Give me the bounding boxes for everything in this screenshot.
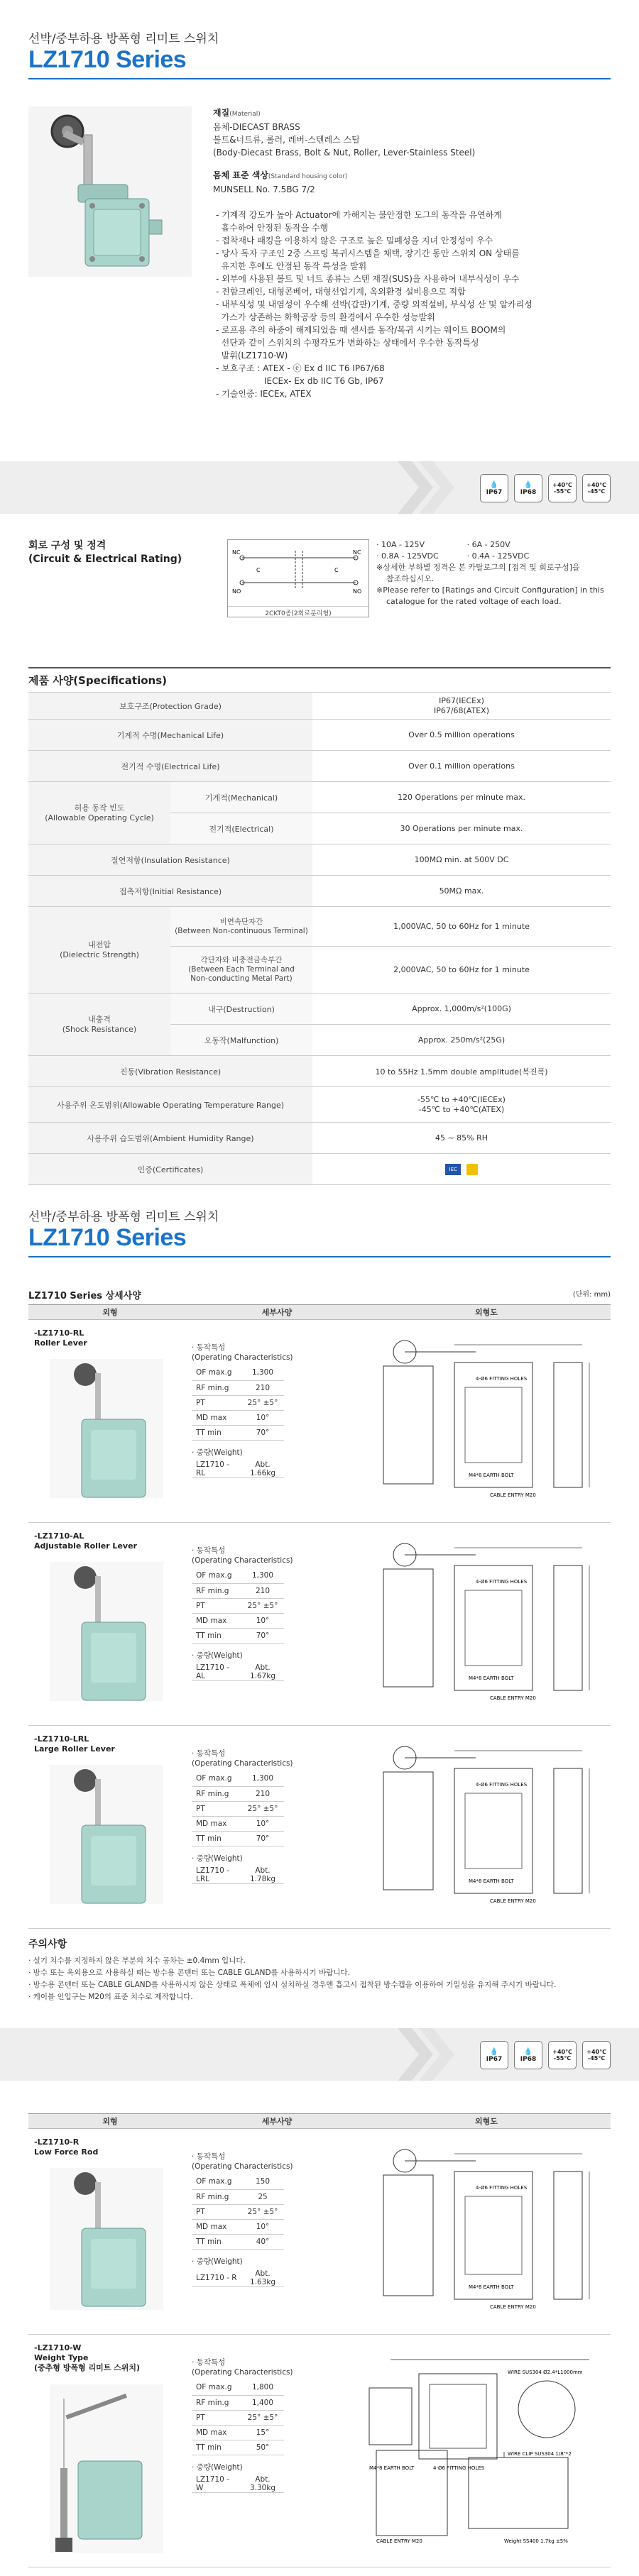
product-photo xyxy=(28,106,192,277)
table-row: PT 25° ±5° xyxy=(192,2410,284,2425)
model-photo xyxy=(50,1562,163,1701)
model-row xyxy=(28,1523,611,1726)
svg-text:M4*8 EARTH BOLT: M4*8 EARTH BOLT xyxy=(369,2465,415,2471)
feature-item: IECEx- Ex db IIC T6 Gb, IP67 xyxy=(264,376,384,386)
svg-text:4-Ø6 FITTING HOLES: 4-Ø6 FITTING HOLES xyxy=(476,1782,528,1788)
color-label-en: (Standard housing color) xyxy=(268,173,348,180)
operating-characteristics: · 동작특성 (Operating Characteristics) OF max.g 150 RF min.g 25 PT 25° ±5° MD max 10° TT min 40° · 중량(Weight) LZ1710 - R Abt. 1.63kg xyxy=(192,2152,293,2286)
table-row: OF max.g 1,300 xyxy=(192,1365,284,1380)
table-row: LZ1710 - LRL Abt. 1.78kg xyxy=(192,1866,284,1884)
header-divider xyxy=(28,78,611,79)
model-name: -LZ1710-AL Adjustable Roller Lever xyxy=(34,1531,137,1551)
characteristics-table xyxy=(192,1365,284,1441)
dimension-drawing xyxy=(362,2140,604,2324)
caution-line: · 케이블 인입구는 M20의 표준 치수로 제작합니다. xyxy=(28,1993,193,2001)
table-row: MD max 10° xyxy=(192,1613,284,1628)
feature-item: - 보호구조 : ATEX - ⓔ Ex d IIC T6 IP67/68 xyxy=(216,363,385,373)
table-row: OF max.g 1,300 xyxy=(192,1568,284,1583)
model-photo xyxy=(50,1765,163,1904)
dimension-drawing xyxy=(362,1534,604,1715)
caution-section xyxy=(28,1939,611,2003)
dimension-drawing xyxy=(362,2345,604,2557)
header-section xyxy=(0,28,639,79)
table-row: 절연저항(Insulation Resistance) 100MΩ min. at 500V DC xyxy=(28,844,611,876)
table-row: RF min.g 210 xyxy=(192,1380,284,1395)
material-line: 볼트&너트류, 롤러, 레버-스텐레스 스틸 xyxy=(213,135,360,145)
table-row: 허용 동작 빈도 (Allowable Operating Cycle) 기계적(Mechanical) 120 Operations per minute max. xyxy=(28,782,611,813)
product-description xyxy=(213,106,611,400)
table-row: LZ1710 - AL Abt. 1.67kg xyxy=(192,1663,284,1681)
table-row: RF min.g 1,400 xyxy=(192,2395,284,2410)
model-row xyxy=(28,1726,611,1929)
unit-label: (단위: mm) xyxy=(572,1291,611,1299)
feature-item: - 내부식성 및 내염성이 우수해 선박(갑판)기계, 중량 외적설비, 부식성 산 및 알카리성 xyxy=(216,299,532,309)
detail-table-header: 외형 세부사양 외형도 xyxy=(28,2113,611,2129)
circuit-diagram xyxy=(227,539,369,617)
material-label: 재질 xyxy=(213,108,230,118)
model-row xyxy=(28,1320,611,1523)
feature-item: 흡수하여 안정된 동작을 수행 xyxy=(221,223,329,233)
table-row: OF max.g 150 xyxy=(192,2174,284,2189)
caution-line: · 방수 또는 옥외용으로 사용하실 때는 방수용 콘덴터 또는 CABLE GLAND를 사용하시기 바랍니다. xyxy=(28,1969,350,1977)
rating-note: 참조하십시오. xyxy=(386,574,435,583)
spec-table xyxy=(28,692,611,1185)
cert-icon-group xyxy=(480,474,611,502)
feature-item: - 외부에 사용된 볼트 및 너트 종류는 스텐 재질(SUS)을 사용하여 내부식성이 우수 xyxy=(216,274,520,284)
detail-table-header: 외형 세부사양 외형도 xyxy=(28,1304,611,1320)
material-line: 몸체-DIECAST BRASS xyxy=(213,122,300,132)
table-row: 기계적 수명(Mechanical Life) Over 0.5 million operations xyxy=(28,720,611,751)
table-row: PT 25° ±5° xyxy=(192,1598,284,1613)
table-row: 내충격 (Shock Resistance) 내구(Destruction) Approx. 1,000m/s²(100G) xyxy=(28,993,611,1025)
table-row: LZ1710 - R Abt. 1.63kg xyxy=(192,2269,284,2287)
certification-band-2 xyxy=(0,2028,639,2081)
caution-line: · 설기 치수를 지정하지 않은 부분의 치수 공차는 ±0.4mm 입니다. xyxy=(28,1956,246,1965)
table-row: RF min.g 210 xyxy=(192,1583,284,1598)
table-row: MD max 10° xyxy=(192,2219,284,2234)
weight-table xyxy=(192,1460,284,1478)
operating-characteristics: · 동작특성 (Operating Characteristics) OF max.g 1,300 RF min.g 210 PT 25° ±5° MD max 10° TT min 70° · 중량(Weight) LZ1710 - AL Abt. 1.67kg xyxy=(192,1546,293,1680)
model-row xyxy=(28,2129,611,2335)
operating-characteristics: · 동작특성 (Operating Characteristics) OF max.g 1,300 RF min.g 210 PT 25° ±5° MD max 10° TT min 70° · 중량(Weight) LZ1710 - RL Abt. 1.66kg xyxy=(192,1343,293,1477)
material-line: (Body-Diecast Brass, Bolt & Nut, Roller, Lever-Stainless Steel) xyxy=(213,148,476,158)
svg-text:M4*8 EARTH BOLT: M4*8 EARTH BOLT xyxy=(469,1878,514,1884)
svg-text:CABLE ENTRY M20: CABLE ENTRY M20 xyxy=(490,2304,536,2310)
table-row: MD max 10° xyxy=(192,1816,284,1831)
ip68-icon: 💧 IP68 xyxy=(514,474,542,502)
svg-text:C: C xyxy=(256,567,261,573)
table-row: PT 25° ±5° xyxy=(192,2204,284,2219)
feature-list xyxy=(213,209,611,400)
table-row: PT 25° ±5° xyxy=(192,1395,284,1410)
weight-table xyxy=(192,2475,284,2493)
svg-text:Weight SS400 1.7kg ±5%: Weight SS400 1.7kg ±5% xyxy=(504,2538,568,2544)
table-row: 사용주위 습도범위(Ambient Humidity Range) 45 ~ 85% RH xyxy=(28,1123,611,1154)
table-row: TT min 50° xyxy=(192,2440,284,2455)
svg-text:NO: NO xyxy=(353,588,362,595)
characteristics-table xyxy=(192,2174,284,2250)
characteristics-table xyxy=(192,2380,284,2455)
table-row: TT min 40° xyxy=(192,2234,284,2249)
header-subtitle: 선박/중부하용 방폭형 리미트 스위치 xyxy=(28,1210,219,1224)
circuit-title-en: (Circuit & Electrical Rating) xyxy=(28,554,182,565)
feature-item: - 당사 독자 구조인 2중 스프링 복귀시스템을 채택, 장기간 동안 스위치 ON 상태를 xyxy=(216,248,520,258)
svg-text:CABLE ENTRY M20: CABLE ENTRY M20 xyxy=(490,1492,536,1498)
circuit-title-ko: 회로 구성 및 정격 xyxy=(28,540,106,551)
table-row: LZ1710 - W Abt. 3.30kg xyxy=(192,2475,284,2493)
thermometer-icon: +40℃ -45℃ xyxy=(582,474,611,502)
spec-title: 제품 사양(Specifications) xyxy=(28,674,167,687)
ip67-icon: 💧 IP67 xyxy=(480,474,508,502)
svg-text:4-Ø6 FITTING HOLES: 4-Ø6 FITTING HOLES xyxy=(433,2465,485,2471)
color-label: 몸체 표준 색상 xyxy=(213,170,268,180)
atex-logo-icon xyxy=(466,1164,478,1175)
certificate-logos xyxy=(312,1154,611,1185)
svg-text:CABLE ENTRY M20: CABLE ENTRY M20 xyxy=(376,2538,422,2544)
caution-title: 주의사항 xyxy=(28,1939,67,1950)
feature-item: - 기계적 강도가 높아 Actuator에 가해지는 불안정한 도그의 동작을 유연하게 xyxy=(216,210,502,220)
header-title: LZ1710 Series xyxy=(28,1224,187,1251)
feature-item: - 기술인증: IECEx, ATEX xyxy=(216,389,312,399)
rating-note: ※Please refer to [Ratings and Circuit Configuration] in this xyxy=(376,585,604,595)
svg-text:M4*8 EARTH BOLT: M4*8 EARTH BOLT xyxy=(469,2284,514,2290)
table-row: MD max 15° xyxy=(192,2425,284,2440)
feature-item: - 접착재나 패킹을 이용하지 않은 구조로 높은 밀폐성을 지녀 안정성이 우수 xyxy=(216,236,493,246)
model-photo xyxy=(50,2384,163,2553)
thermometer-icon: +40℃ -55℃ xyxy=(548,474,577,502)
detail-title: LZ1710 Series 상세사양 xyxy=(28,1291,141,1301)
rating-note: catalogue for the rated voltage of each load. xyxy=(386,597,562,606)
model-name: -LZ1710-RL Roller Lever xyxy=(34,1328,87,1348)
iecex-logo-icon: IEC xyxy=(445,1164,461,1175)
table-row: LZ1710 - RL Abt. 1.66kg xyxy=(192,1460,284,1478)
table-row: 오동작(Malfunction) Approx. 250m/s²(25G) xyxy=(28,1025,611,1056)
table-row: 내전압 (Dielectric Strength) 비연속단자간 (Between Non-continuous Terminal) 1,000VAC, 50 to 60Hz for 1 minute xyxy=(28,907,611,947)
svg-text:4-Ø6 FITTING HOLES: 4-Ø6 FITTING HOLES xyxy=(476,2185,528,2191)
circuit-caption: 2CKT0종(2회로분리형) xyxy=(228,606,368,617)
table-row: OF max.g 1,300 xyxy=(192,1771,284,1786)
table-row: PT 25° ±5° xyxy=(192,1801,284,1816)
thermometer-icon: +40℃ -55℃ xyxy=(548,2041,577,2069)
operating-characteristics: · 동작특성 (Operating Characteristics) OF max.g 1,800 RF min.g 1,400 PT 25° ±5° MD max 15° TT min 50° · 중량(Weight) LZ1710 - W Abt. 3.30kg xyxy=(192,2358,293,2492)
material-label-en: (Material) xyxy=(229,111,261,118)
table-row: 전기적 수명(Electrical Life) Over 0.1 million operations xyxy=(28,751,611,782)
rating-item: · 10A - 125V xyxy=(376,540,425,549)
weight-table xyxy=(192,1663,284,1681)
limit-switch-illustration xyxy=(28,106,192,277)
svg-text:NC: NC xyxy=(353,549,361,556)
table-row: 전기적(Electrical) 30 Operations per minute max. xyxy=(28,813,611,844)
feature-item: 유지한 후에도 안정된 동작 특성을 발휘 xyxy=(221,261,367,271)
feature-item: - 로프용 추의 하중이 해제되었을 때 센서를 동작/복귀 시키는 웨이트 BOOM의 xyxy=(216,325,506,335)
svg-text:CABLE ENTRY M20: CABLE ENTRY M20 xyxy=(490,1898,536,1904)
svg-text:WIRE SUS304 Ø2.4*L1000mm: WIRE SUS304 Ø2.4*L1000mm xyxy=(508,2369,583,2375)
svg-text:CABLE ENTRY M20: CABLE ENTRY M20 xyxy=(490,1695,536,1701)
table-row: TT min 70° xyxy=(192,1628,284,1643)
model-name: -LZ1710-W Weight Type (중추형 방폭형 리미트 스위치) xyxy=(34,2343,141,2372)
certification-band xyxy=(0,461,639,514)
rating-item: · 0.8A - 125VDC xyxy=(376,551,439,561)
detail-title-bar xyxy=(28,1288,611,1301)
chevron-decoration-icon xyxy=(398,2028,454,2081)
svg-text:WIRE CLIP SUS304 1/8"*2: WIRE CLIP SUS304 1/8"*2 xyxy=(508,2451,572,2457)
table-row: TT min 70° xyxy=(192,1425,284,1440)
ip67-icon: 💧 IP67 xyxy=(480,2041,508,2069)
rating-item: · 0.4A - 125VDC xyxy=(466,551,530,561)
table-row: OF max.g 1,800 xyxy=(192,2380,284,2395)
table-row: 보호구조(Protection Grade) IP67(IECEx) IP67/68(ATEX) xyxy=(28,693,611,720)
dimension-drawing xyxy=(362,1736,604,1918)
svg-text:M4*8 EARTH BOLT: M4*8 EARTH BOLT xyxy=(469,1675,514,1681)
table-row: RF min.g 210 xyxy=(192,1786,284,1801)
svg-text:4-Ø6 FITTING HOLES: 4-Ø6 FITTING HOLES xyxy=(476,1376,528,1382)
svg-text:4-Ø6 FITTING HOLES: 4-Ø6 FITTING HOLES xyxy=(476,1579,528,1585)
table-row: 각단자와 비충전금속부간 (Between Each Terminal and Non-conducting Metal Part) 2,000VAC, 50 to 60Hz for 1 minute xyxy=(28,947,611,993)
feature-item: 가스가 상존하는 화학공장 등의 환경에서 우수한 성능발휘 xyxy=(221,312,435,322)
header-section-2 xyxy=(0,1206,639,1257)
table-row: 사용주위 온도범위(Allowable Operating Temperature Range) -55℃ to +40℃(IECEx) -45℃ to +40℃(ATEX) xyxy=(28,1087,611,1123)
weight-table xyxy=(192,2269,284,2287)
table-row: RF min.g 25 xyxy=(192,2189,284,2204)
model-photo xyxy=(50,2168,163,2310)
weight-table xyxy=(192,1866,284,1884)
table-row: TT min 70° xyxy=(192,1831,284,1846)
header-divider xyxy=(28,1256,611,1257)
thermometer-icon: +40℃ -45℃ xyxy=(582,2041,611,2069)
ip68-icon: 💧 IP68 xyxy=(514,2041,542,2069)
model-name: -LZ1710-R Low Force Rod xyxy=(34,2137,99,2157)
header-subtitle: 선박/중부하용 방폭형 리미트 스위치 xyxy=(28,32,219,46)
operating-characteristics: · 동작특성 (Operating Characteristics) OF max.g 1,300 RF min.g 210 PT 25° ±5° MD max 10° TT min 70° · 중량(Weight) LZ1710 - LRL Abt. 1.78kg xyxy=(192,1749,293,1883)
rating-item: · 6A - 250V xyxy=(466,540,510,549)
table-row: MD max 10° xyxy=(192,1410,284,1425)
rating-note: ※상세한 부하별 정격은 본 카탈로그의 [접격 및 회로구성]을 xyxy=(376,563,580,572)
chevron-decoration-icon xyxy=(398,461,454,514)
feature-item: 발휘(LZ1710-W) xyxy=(221,351,288,360)
rating-list xyxy=(376,539,604,607)
dimension-drawing xyxy=(362,1331,604,1512)
caution-line: · 방수용 콘덴터 또는 CABLE GLAND를 사용하시지 않은 상태로 폭체에 임시 설치하실 경우엔 흡고시 접착된 방수캡을 이용하여 기밀성을 유지해 주시기 바랍니다. xyxy=(28,1981,557,1989)
feature-item: - 전함크레인, 대형콘베어, 대형선업기계, 옥외환경 설비용으로 적합 xyxy=(216,287,466,297)
model-row xyxy=(28,2335,611,2567)
detail-table-2 xyxy=(28,2113,611,2567)
color-value: MUNSELL No. 7.5BG 7/2 xyxy=(213,185,315,194)
feature-item: 선단과 같이 스위치의 수평각도가 변화하는 상태에서 우수한 동작특성 xyxy=(221,338,479,348)
svg-text:M4*8 EARTH BOLT: M4*8 EARTH BOLT xyxy=(469,1473,514,1478)
characteristics-table xyxy=(192,1568,284,1644)
cert-icon-group xyxy=(480,2041,611,2069)
detail-table-1 xyxy=(28,1304,611,1929)
circuit-schematic xyxy=(228,540,370,604)
characteristics-table xyxy=(192,1771,284,1846)
specifications-section xyxy=(0,667,639,1185)
svg-text:C: C xyxy=(334,567,339,573)
svg-text:NO: NO xyxy=(232,588,241,595)
model-name: -LZ1710-LRL Large Roller Lever xyxy=(34,1734,115,1754)
svg-text:NC: NC xyxy=(232,549,241,556)
header-title: LZ1710 Series xyxy=(28,46,187,73)
table-row: 인증(Certificates) IEC xyxy=(28,1154,611,1185)
model-photo xyxy=(50,1359,163,1498)
table-row: 진동(Vibration Resistance) 10 to 55Hz 1.5mm double amplitude(복진폭) xyxy=(28,1056,611,1087)
table-row: 접촉저항(Initial Resistance) 50MΩ max. xyxy=(28,876,611,907)
